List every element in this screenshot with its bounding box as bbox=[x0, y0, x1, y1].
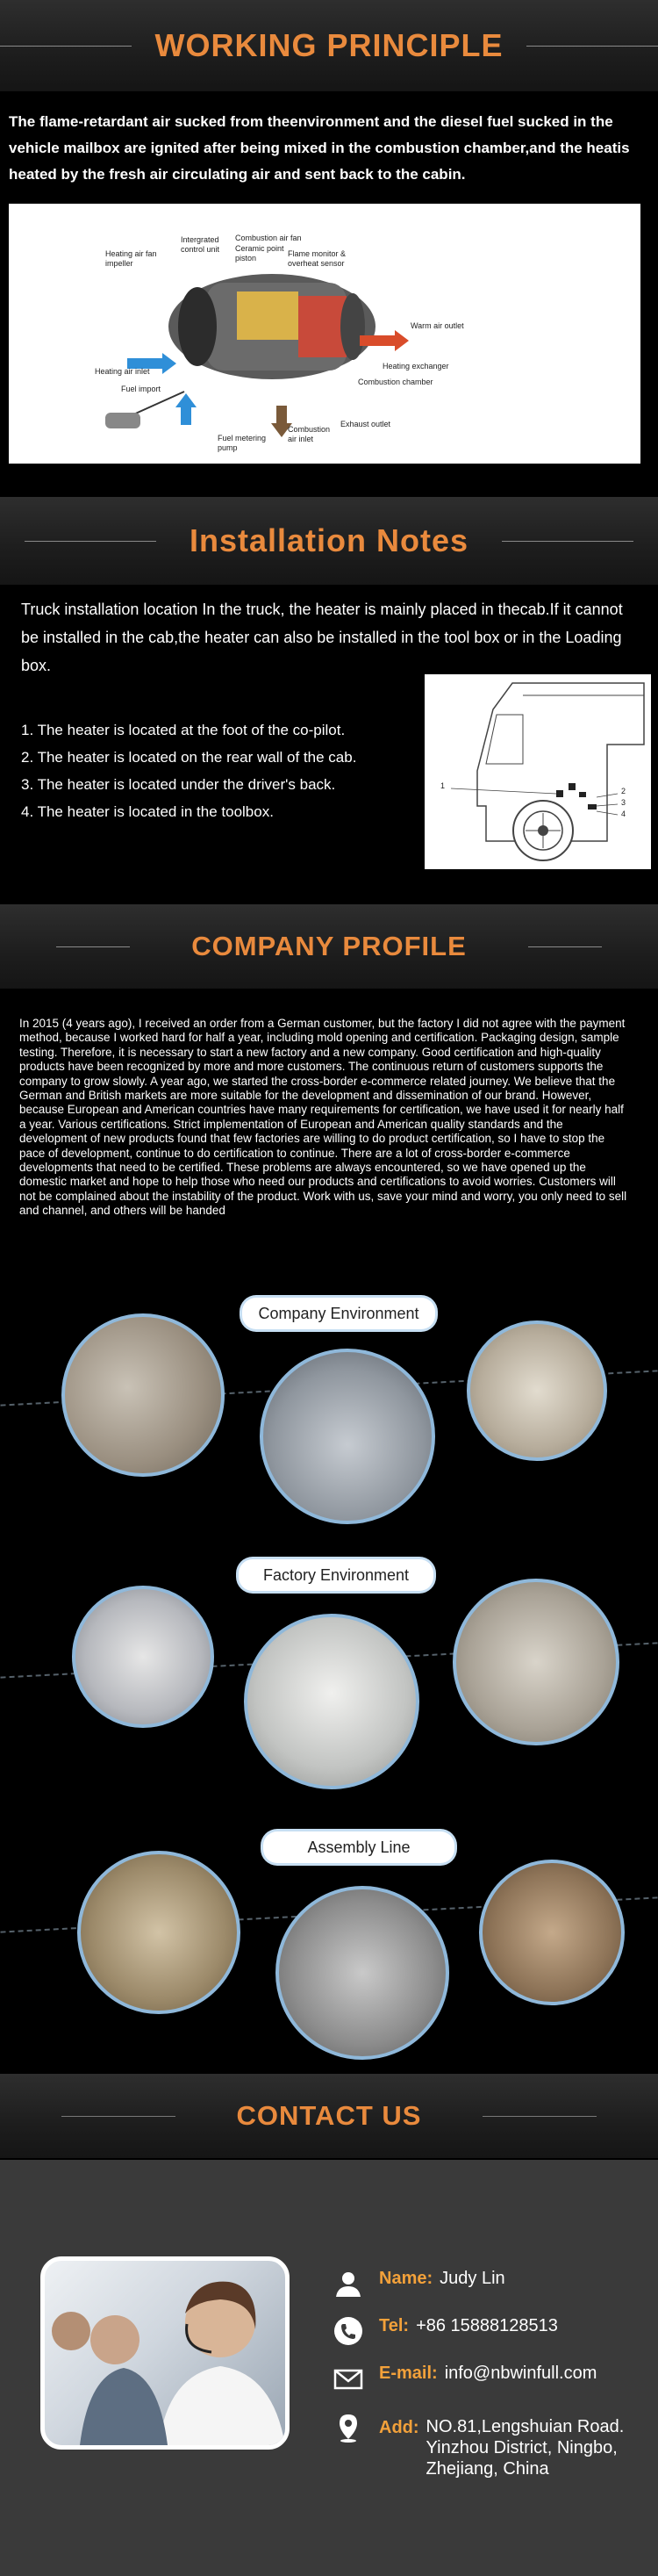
contact-address-value: NO.81,Lengshuian Road. Yinzhou District, Ningbo, Zhejiang, China bbox=[426, 2417, 625, 2479]
label-heating-inlet: Heating air inlet bbox=[95, 367, 150, 376]
label-flame-monitor: Flame monitor & overheat sensor bbox=[288, 249, 347, 268]
truck-diagram bbox=[425, 674, 651, 869]
office-photo bbox=[260, 1349, 435, 1524]
contact-name-label: Name: bbox=[379, 2269, 433, 2288]
truck-mark: 3 bbox=[621, 798, 626, 807]
contact-us-header bbox=[0, 2074, 658, 2158]
label-fuel-import: Fuel import bbox=[121, 385, 161, 393]
customer-service-photo bbox=[40, 2256, 290, 2450]
factory-photo bbox=[244, 1614, 419, 1789]
factory-environment-label: Factory Environment bbox=[239, 1559, 433, 1591]
company-profile-header bbox=[0, 904, 658, 989]
installation-notes-title: Installation Notes bbox=[189, 522, 469, 558]
truck-mark: 2 bbox=[621, 787, 626, 795]
factory-photo bbox=[72, 1586, 214, 1728]
divider bbox=[528, 946, 602, 947]
label-heat-exchanger: Heating exchanger bbox=[383, 362, 449, 371]
installation-list bbox=[21, 716, 425, 825]
assembly-line-label: Assembly Line bbox=[263, 1831, 454, 1863]
contact-tel-value[interactable]: +86 15888128513 bbox=[416, 2316, 558, 2335]
company-profile-text: In 2015 (4 years ago), I received an order from a German customer, but the factory I did not agree with the payment method, because I worked hard for half a year, including mold opening and certification. Packaging design, sample testing. Therefore, it is necessary to start a new factory and a new company. Good certification and high-quality products have been recognized by more and more customers. The continuous return of customers supports the company to grow slowly. A year ago, we started the cross-border e-commerce related journey. We believe that the German and British markets are more suitable for the development and dissemination of our brand. However, because European and American countries have many requirements for certification, we have used it for nearly half a year. Various certifications. Strict implementation of European and American quality standards and the development of new products found that few factories are willing to do product certification, so I have to stop the pace of development, continue to do certification to continue. There are a lot of cross-border e-commerce developments that need to be certified. These problems are always encountered, so we have opened up the domestic market and hope to help those who need our products and certifications to avoid worries. Customers will not be complained about the instability of the product. Work with us, save your mind and worry, you only need to sell and channel, and others will be handed bbox=[19, 1017, 627, 1218]
contact-address-row bbox=[333, 2413, 637, 2479]
contact-name-row bbox=[333, 2269, 505, 2299]
divider bbox=[25, 541, 156, 542]
installation-item: 1. The heater is located at the foot of the co-pilot. bbox=[21, 722, 346, 738]
installation-item: 4. The heater is located in the toolbox. bbox=[21, 803, 274, 820]
label-warm-outlet: Warm air outlet bbox=[411, 321, 464, 330]
company-profile-title: COMPANY PROFILE bbox=[191, 931, 467, 961]
heater-diagram bbox=[9, 204, 640, 464]
label-combustion-chamber: Combustion chamber bbox=[358, 378, 433, 386]
divider bbox=[502, 541, 633, 542]
mail-icon bbox=[333, 2364, 363, 2393]
label-ceramic-pin: Ceramic point piston bbox=[235, 244, 284, 263]
installation-item: 3. The heater is located under the driver's back. bbox=[21, 776, 336, 793]
assembly-photo bbox=[479, 1860, 625, 2005]
label-fuel-pump: Fuel metering pump bbox=[218, 434, 267, 452]
truck-outline-image bbox=[425, 674, 651, 869]
factory-photo bbox=[453, 1579, 619, 1745]
installation-notes-header bbox=[0, 497, 658, 585]
headset-agent-image bbox=[45, 2261, 285, 2445]
location-pin-icon bbox=[333, 2413, 363, 2443]
label-exhaust-outlet: Exhaust outlet bbox=[340, 420, 391, 428]
assembly-photo bbox=[275, 1886, 449, 2060]
contact-address-label: Add: bbox=[379, 2418, 419, 2437]
office-photo bbox=[467, 1320, 607, 1461]
working-principle-header bbox=[0, 0, 658, 91]
divider bbox=[56, 946, 130, 947]
installation-item: 2. The heater is located on the rear wall of the cab. bbox=[21, 749, 357, 766]
label-heating-fan: Heating air fan impeller bbox=[105, 249, 157, 268]
contact-tel-label: Tel: bbox=[379, 2316, 410, 2335]
label-combustion-fan: Combustion air fan bbox=[235, 234, 302, 242]
divider bbox=[526, 46, 658, 47]
contact-email-label: E-mail: bbox=[379, 2364, 438, 2383]
installation-intro: Truck installation location In the truck, the heater is mainly placed in thecab.If it cannot be installed in the cab,the heater can also be installed in the tool box or in the Loading box. bbox=[21, 601, 623, 674]
phone-icon bbox=[333, 2316, 363, 2346]
contact-tel-row bbox=[333, 2316, 558, 2346]
label-control-unit: Intergrated control unit bbox=[181, 235, 220, 254]
divider bbox=[0, 46, 132, 47]
working-principle-title: WORKING PRINCIPLE bbox=[154, 27, 504, 63]
divider bbox=[483, 2116, 597, 2117]
contact-us-title: CONTACT US bbox=[236, 2100, 422, 2131]
truck-mark: 4 bbox=[621, 809, 626, 818]
contact-email-value[interactable]: info@nbwinfull.com bbox=[444, 2364, 597, 2383]
contact-name-value: Judy Lin bbox=[440, 2269, 505, 2288]
person-icon bbox=[333, 2269, 363, 2299]
label-combustion-inlet: Combustion air inlet bbox=[288, 425, 331, 443]
divider bbox=[61, 2116, 175, 2117]
contact-email-row bbox=[333, 2364, 597, 2393]
truck-mark: 1 bbox=[440, 781, 446, 790]
assembly-photo bbox=[77, 1851, 240, 2014]
office-photo bbox=[61, 1313, 225, 1477]
working-principle-text: The flame-retardant air sucked from theenvironment and the diesel fuel sucked in the vehicle mailbox are ignited after being mixed in the combustion chamber,and the heatis heated by the fresh air circulating air and sent back to the cabin. bbox=[9, 113, 630, 183]
company-environment-label: Company Environment bbox=[242, 1298, 435, 1329]
